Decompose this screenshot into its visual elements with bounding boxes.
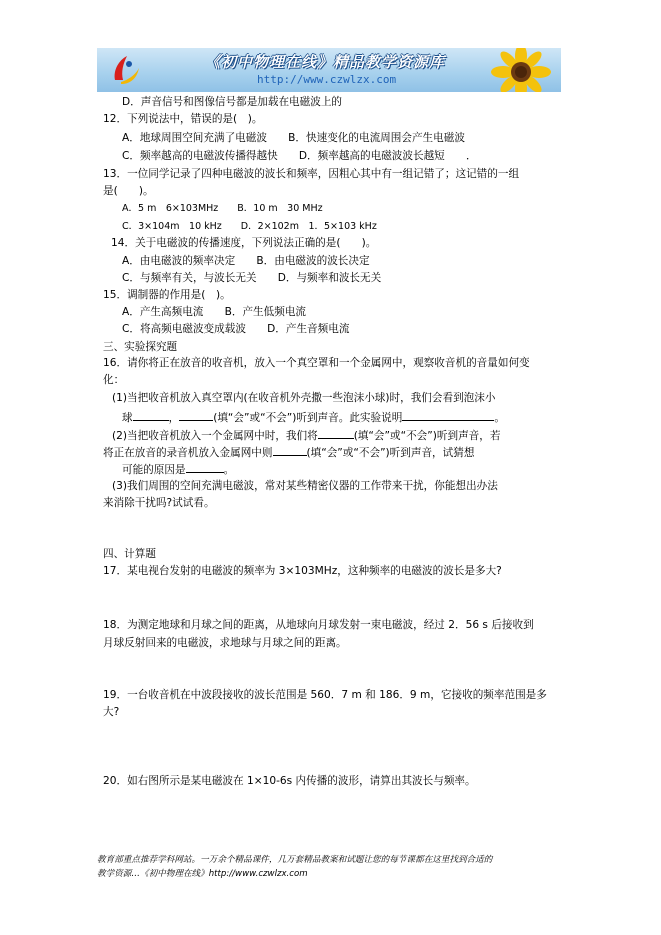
- q14-options-cd: C．与频率有关，与波长无关 D．与频率和波长无关: [122, 272, 382, 284]
- q16-part2-line1: [112, 428, 500, 443]
- text-segment: 球: [122, 412, 133, 424]
- question-14: 14．关于电磁波的传播速度，下列说法正确的是( )。: [111, 237, 377, 249]
- header-banner: [97, 48, 561, 92]
- question-13-line1: 13．一位同学记录了四种电磁波的波长和频率，因粗心其中有一组记错了；这记错的一组: [103, 168, 520, 180]
- question-19-line1: 19．一台收音机在中波段接收的波长范围是 560．7 m 和 186．9 m，它接收的频率范围是多: [103, 689, 547, 701]
- answer-blank[interactable]: [402, 410, 494, 421]
- q16-part3-line2: 来消除干扰吗?试试看。: [103, 497, 215, 509]
- question-13-line2: 是( )。: [103, 185, 154, 197]
- q12-options-ab: A．地球周围空间充满了电磁波 B．快速变化的电流周围会产生电磁波: [122, 132, 465, 144]
- q13-options-cd: C．3×104m 10 kHz D．2×102m 1．5×103 kHz: [122, 221, 377, 232]
- text-segment: (填“会”或“不会”)听到声音。此实验说明: [213, 412, 403, 424]
- question-15: 15．调制器的作用是( )。: [103, 289, 231, 301]
- q14-options-ab: A．由电磁波的频率决定 B．由电磁波的波长决定: [122, 255, 370, 267]
- text-segment: (填“会”或“不会”)听到声音，试猜想: [306, 447, 475, 459]
- text-segment: 。: [223, 464, 235, 476]
- question-16-line2: 化：: [103, 374, 125, 386]
- text-segment: ，: [168, 412, 180, 424]
- q16-part2-line3: [122, 462, 234, 477]
- q16-part3-line1: (3)我们周围的空间充满电磁波，常对某些精密仪器的工作带来干扰，你能想出办法: [112, 480, 498, 492]
- sunflower-icon: [481, 48, 561, 92]
- section-4-heading: 四、计算题: [103, 548, 156, 560]
- q16-part1-line1: (1)当把收音机放入真空罩内(在收音机外壳撒一些泡沫小球)时，我们会看到泡沫小: [112, 392, 496, 404]
- question-18-line1: 18．为测定地球和月球之间的距离，从地球向月球发射一束电磁波，经过 2．56 s 后接收到: [103, 619, 534, 631]
- footer-line-1: 教育部重点推荐学科网站。一万余个精品课件，几万套精品教案和试题让您的每节课都在这里找到合适的: [97, 855, 493, 865]
- text-segment: (填“会”或“不会”)听到声音，若: [353, 430, 501, 442]
- answer-blank[interactable]: [179, 410, 213, 421]
- answer-blank[interactable]: [273, 445, 307, 456]
- q12-options-cd: C．频率越高的电磁波传播得越快 D．频率越高的电磁波波长越短 ．: [122, 150, 477, 162]
- answer-blank[interactable]: [318, 428, 354, 439]
- q13-options-ab: A．5 m 6×103MHz B．10 m 30 MHz: [122, 203, 323, 214]
- question-12: 12．下列说法中，错误的是( )。: [103, 113, 263, 125]
- page-footer: [97, 853, 567, 881]
- footer-line-2[interactable]: 教学资源…《初中物理在线》http://www.czwlzx.com: [97, 869, 308, 879]
- q16-part1-line2: [122, 410, 505, 425]
- q15-options-cd: C．将高频电磁波变成载波 D．产生音频电流: [122, 323, 350, 335]
- text-segment: (2)当把收音机放入一个金属网中时，我们将: [112, 430, 318, 442]
- answer-blank[interactable]: [133, 410, 169, 421]
- question-17: 17．某电视台发射的电磁波的频率为 3×103MHz，这种频率的电磁波的波长是多大?: [103, 565, 502, 577]
- q16-part2-line2: [103, 445, 474, 460]
- site-logo-icon: [105, 50, 145, 90]
- answer-blank[interactable]: [186, 462, 224, 473]
- text-segment: 。: [494, 412, 505, 424]
- banner-url[interactable]: http://www.czwlzx.com: [257, 73, 397, 86]
- text-segment: 将正在放音的录音机放入金属网中则: [103, 447, 273, 459]
- q15-options-ab: A．产生高频电流 B．产生低频电流: [122, 306, 307, 318]
- question-18-line2: 月球反射回来的电磁波，求地球与月球之间的距离。: [103, 637, 347, 649]
- banner-title: 《初中物理在线》精品教学资源库: [205, 53, 446, 71]
- question-19-line2: 大?: [103, 706, 120, 718]
- text-segment: 可能的原因是: [122, 464, 186, 476]
- q11-option-d: D．声音信号和图像信号都是加载在电磁波上的: [122, 96, 343, 108]
- question-16-line1: 16．请你将正在放音的收音机，放入一个真空罩和一个金属网中，观察收音机的音量如何变: [103, 357, 530, 369]
- section-3-heading: 三、实验探究题: [103, 341, 178, 353]
- question-20: 20．如右图所示是某电磁波在 1×10-6s 内传播的波形，请算出其波长与频率。: [103, 775, 476, 787]
